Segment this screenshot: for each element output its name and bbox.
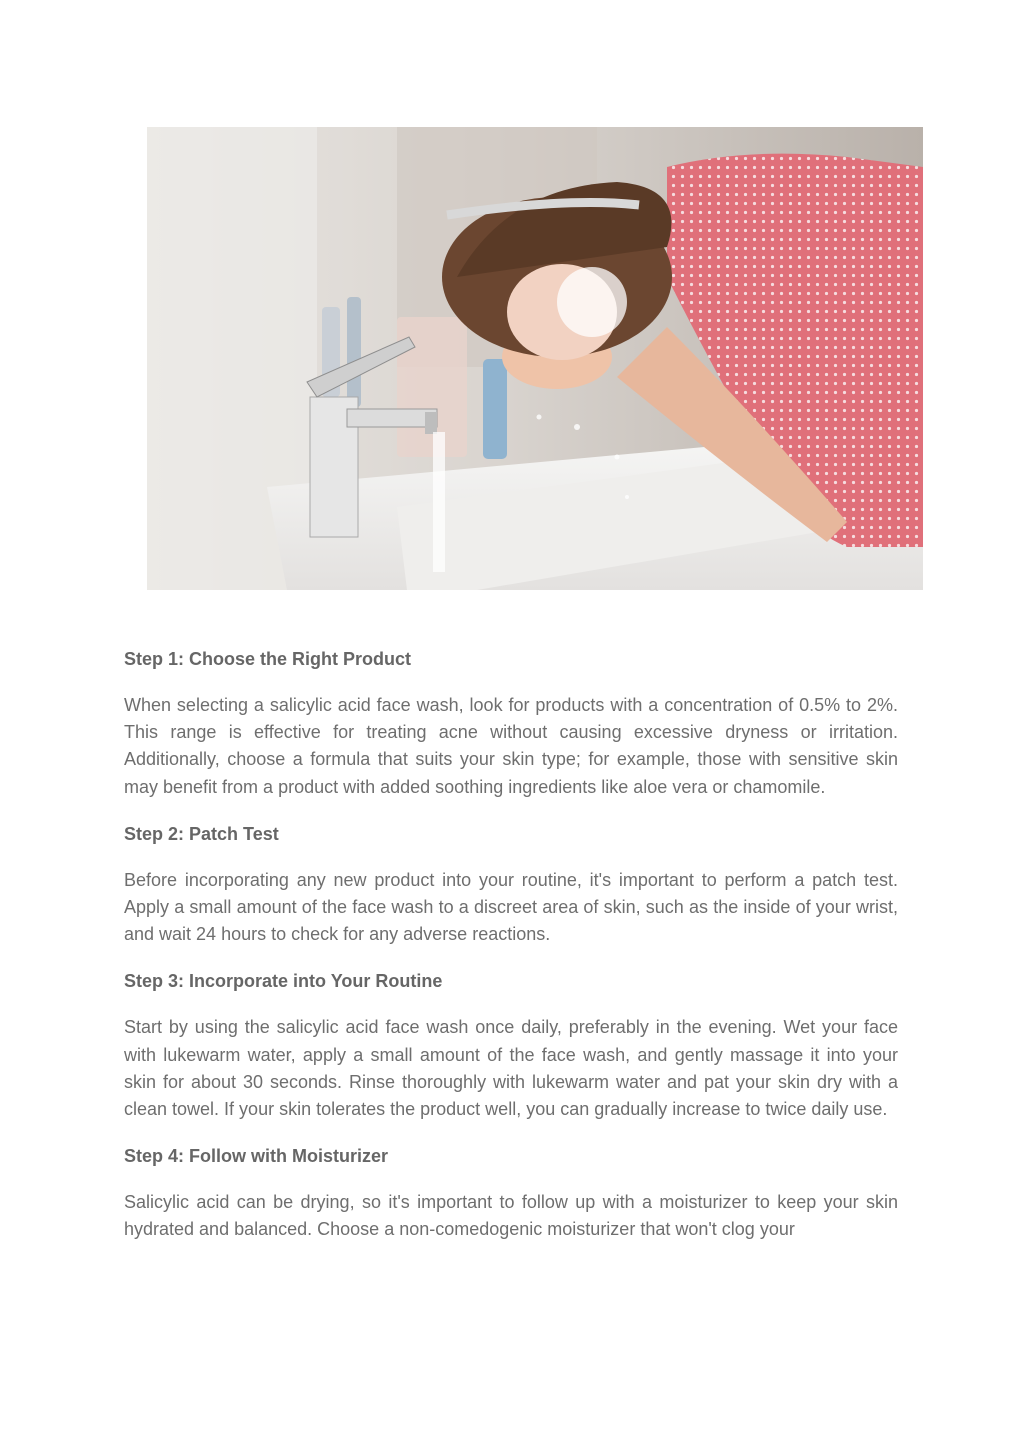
face-washing-photo (147, 127, 923, 590)
step-1-heading: Step 1: Choose the Right Product (124, 649, 412, 669)
section-step-3 (124, 968, 898, 1123)
section-step-4 (124, 1143, 898, 1243)
step-3-heading: Step 3: Incorporate into Your Routine (124, 971, 443, 992)
step-2-heading: Step 2: Patch Test (124, 823, 279, 844)
step-1-body: When selecting a salicylic acid face wash, look for products with a concentration of 0.5% to 2%. This range is effective for treating acne without causing excessive dryness or irritation. Additionally, choose a formula that suits your skin type; for example, those with sensitive skin may benefit from a product with added soothing ingredients like aloe vera or chamomile. (124, 695, 898, 797)
face-washing-illustration (147, 127, 923, 590)
step-3-body: Start by using the salicylic acid face wash once daily, preferably in the evening. Wet your face with lukewarm water, apply a small amount of the face wash, and gently massage it into your skin for about 30 seconds. Rinse thoroughly with lukewarm water and pat your skin dry with a clean towel. If your skin tolerates the product well, you can gradually increase to twice daily use. (124, 1017, 898, 1120)
section-step-1 (124, 646, 898, 801)
step-2-body: Before incorporating any new product into your routine, it's important to perform a patch test. Apply a small amount of the face wash to a discreet area of skin, such as the inside of your wrist, and wait 24 hours to check for any adverse reactions. (124, 869, 898, 945)
step-4-heading: Step 4: Follow with Moisturizer (124, 1146, 389, 1167)
section-step-2 (124, 821, 898, 949)
article-content (124, 646, 898, 1244)
step-4-body: Salicylic acid can be drying, so it's important to follow up with a moisturizer to keep your skin hydrated and balanced. Choose a non-comedogenic moisturizer that won't clog your (124, 1192, 898, 1240)
